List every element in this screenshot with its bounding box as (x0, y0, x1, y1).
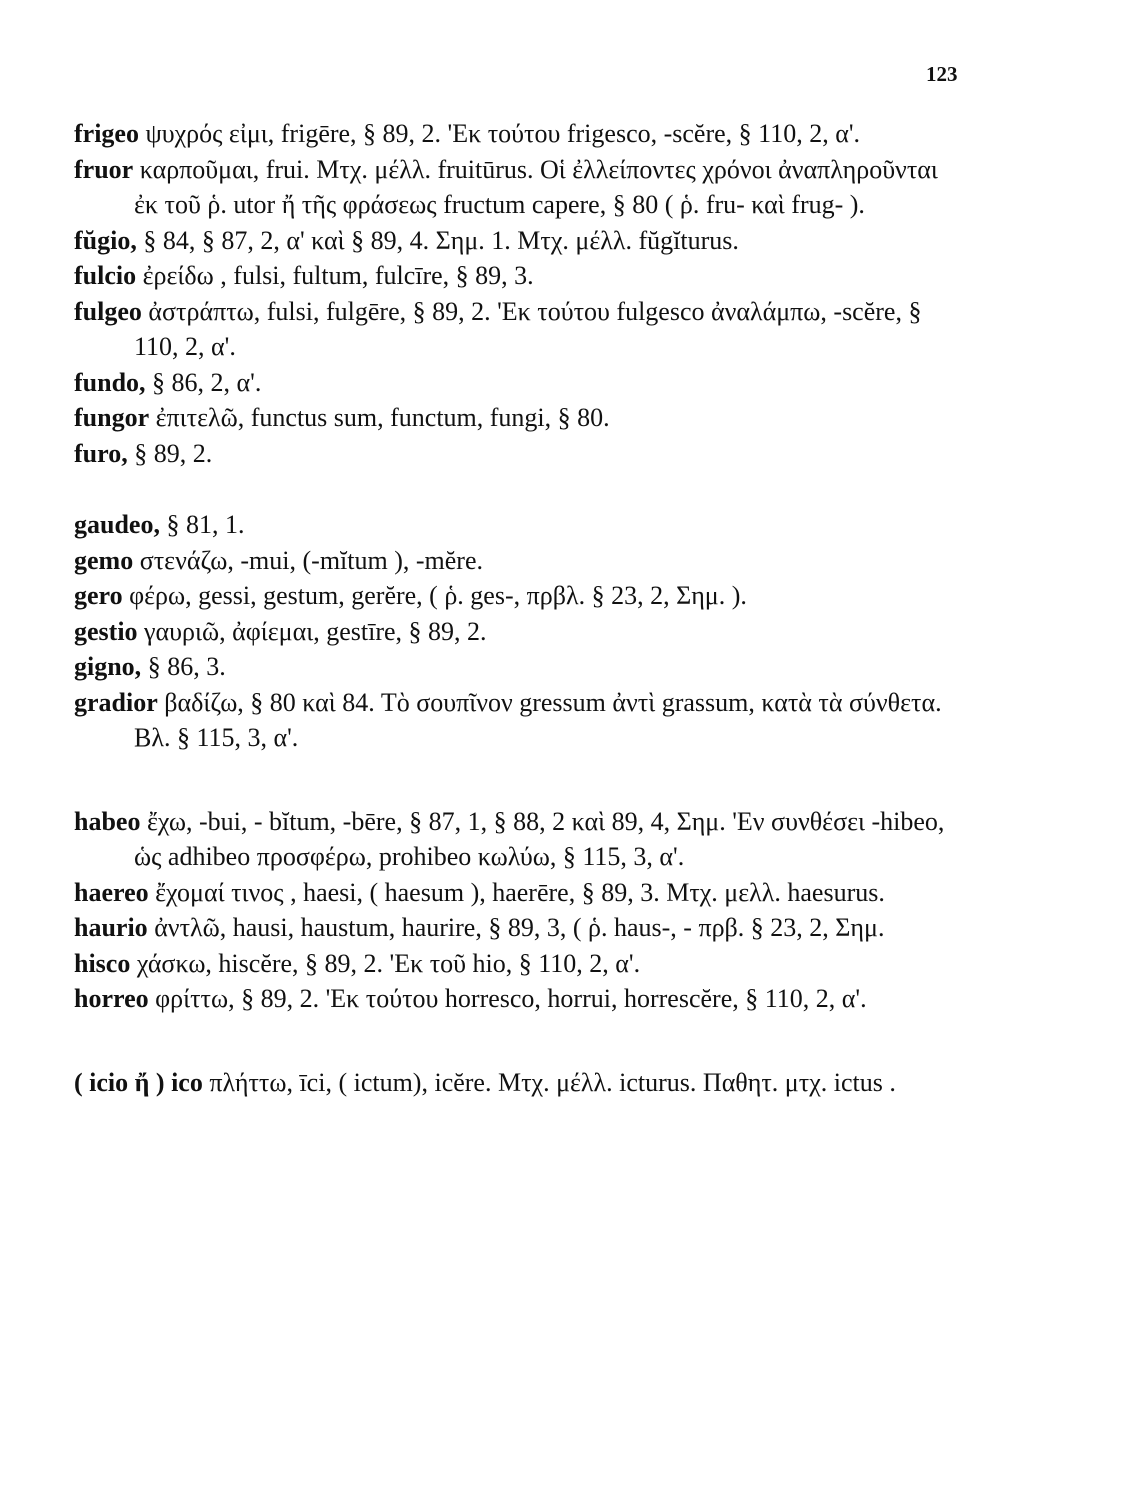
headword: gigno, (74, 652, 142, 681)
entry-gemo (74, 543, 964, 579)
definition: ἔχομαί τινος , haesi, ( haesum ), haerēre, § 89, 3. Μτχ. μελλ. haesurus. (155, 877, 885, 907)
entry-gradior (74, 685, 964, 756)
headword: gero (74, 581, 123, 610)
headword: ( icio ἤ ) ico (74, 1067, 203, 1097)
entry-gaudeo (74, 507, 964, 543)
headword: hisco (74, 948, 131, 978)
entry-fruor (74, 152, 964, 223)
definition: ἐρείδω , fulsi, fultum, fulcīre, § 89, 3. (142, 261, 534, 290)
entry-fundo (74, 365, 964, 401)
definition: φρίττω, § 89, 2. 'Εκ τούτου horresco, horrui, horrescĕre, § 110, 2, α'. (155, 984, 867, 1013)
entry-icio (74, 1065, 964, 1101)
definition: καρποῦμαι, frui. Μτχ. μέλλ. fruitūrus. Οἱ ἐλλείποντες χρόνοι ἀναπληροῦνται ἐκ τοῦ ῥ. utor ἤ τῆς φράσεως fructum capere, § 80 ( ῥ. fru- καὶ frug- ). (134, 154, 938, 219)
headword: frigeo (74, 119, 139, 148)
headword: gestio (74, 616, 138, 646)
entry-frigeo (74, 116, 964, 152)
headword: haereo (74, 877, 149, 907)
dictionary-entries (74, 116, 964, 1100)
entry-gestio (74, 614, 964, 650)
definition: ἔχω, -bui, - bĭtum, -bēre, § 87, 1, § 88, 2 καὶ 89, 4, Σημ. 'Εν συνθέσει -hibeo, ὡς adhibeo προσφέρω, prohibeo κωλύω, § 115, 3, α'. (134, 806, 945, 871)
definition: γαυριῶ, ἀφίεμαι, gestīre, § 89, 2. (144, 616, 487, 646)
headword: gaudeo, (74, 510, 160, 539)
definition: ἀστράπτω, fulsi, fulgēre, § 89, 2. 'Εκ τούτου fulgesco ἀναλάμπω, -scĕre, § 110, 2, α'. (134, 296, 922, 361)
headword: habeo (74, 806, 141, 836)
headword: gemo (74, 545, 134, 575)
headword: fruor (74, 154, 134, 184)
entry-hisco (74, 946, 964, 982)
entry-horreo (74, 981, 964, 1017)
headword: gradior (74, 687, 158, 717)
entry-gigno (74, 649, 964, 685)
page-number: 123 (926, 62, 958, 86)
headword: horreo (74, 984, 149, 1013)
definition: στενάζω, -mui, (-mĭtum ), -mĕre. (139, 545, 483, 575)
entry-fulgeo (74, 294, 964, 365)
headword: fŭgio, (74, 225, 137, 255)
definition: ἀντλῶ, hausi, haustum, haurire, § 89, 3, ( ῥ. haus-, - πρβ. § 23, 2, Σημ. (154, 913, 885, 942)
definition: § 81, 1. (166, 510, 245, 539)
entry-fugio (74, 223, 964, 259)
headword: furo, (74, 438, 128, 468)
entry-haurio (74, 910, 964, 946)
entry-habeo (74, 804, 964, 875)
definition: § 86, 2, α'. (152, 367, 262, 397)
definition: § 84, § 87, 2, α' καὶ § 89, 4. Σημ. 1. Μτχ. μέλλ. fŭgĭturus. (143, 225, 739, 255)
headword: haurio (74, 913, 148, 942)
definition: φέρω, gessi, gestum, gerĕre, ( ῥ. ges-, πρβλ. § 23, 2, Σημ. ). (129, 581, 747, 610)
entry-furo (74, 436, 964, 472)
entry-gero (74, 578, 964, 614)
definition: χάσκω, hiscĕre, § 89, 2. 'Εκ τοῦ hio, § 110, 2, α'. (136, 948, 641, 978)
definition: § 89, 2. (134, 438, 213, 468)
definition: § 86, 3. (147, 652, 226, 681)
headword: fulgeo (74, 296, 142, 326)
definition: ψυχρός εἰμι, frigēre, § 89, 2. 'Εκ τούτου frigesco, -scĕre, § 110, 2, α'. (145, 119, 860, 148)
definition: πλήττω, īci, ( ictum), icĕre. Μτχ. μέλλ. icturus. Παθητ. μτχ. ictus . (209, 1067, 896, 1097)
definition: ἐπιτελῶ, functus sum, functum, fungi, § 80. (155, 403, 610, 432)
entry-fulcio (74, 258, 964, 294)
entry-haereo (74, 875, 964, 911)
headword: fungor (74, 403, 150, 432)
headword: fundo, (74, 367, 146, 397)
headword: fulcio (74, 261, 137, 290)
definition: βαδίζω, § 80 καὶ 84. Τὸ σουπῖνον gressum ἀντὶ grassum, κατὰ τὰ σύνθετα. Βλ. § 115, 3, α'. (134, 687, 942, 752)
entry-fungor (74, 400, 964, 436)
